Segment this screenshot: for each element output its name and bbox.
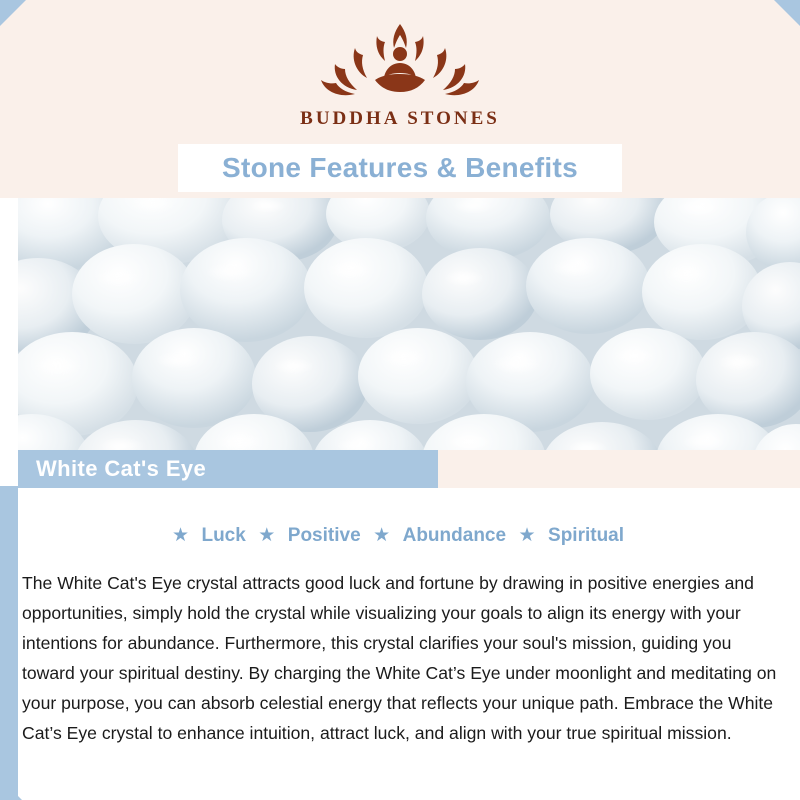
star-icon: ★ xyxy=(518,525,536,546)
page-title: Stone Features & Benefits xyxy=(221,152,579,183)
star-icon: ★ xyxy=(258,525,276,546)
description-text: The White Cat's Eye crystal attracts good luck and fortune by drawing in positive energies and opportunities, simply hold the crystal while visualizing your goals to align its energy with your intentions for abundance. Furthermore, this crystal clarifies your soul's mission, guiding you toward your spiritual destiny. By charging the White Cat’s Eye under moonlight and meditating on your purpose, you can absorb celestial energy that reflects your unique path. Embrace the White Cat’s Eye crystal to enhance intuition, attract luck, and align with your true spiritual mission. xyxy=(22,573,777,743)
keyword-abundance: Abundance xyxy=(402,524,507,546)
star-icon: ★ xyxy=(373,525,391,546)
white-cats-eye-stones-illustration xyxy=(18,198,800,486)
brand-logo xyxy=(0,18,800,130)
keyword-list xyxy=(0,524,800,547)
keyword-spiritual: Spiritual xyxy=(548,524,625,546)
stone-name: White Cat's Eye xyxy=(36,456,207,481)
section-title-bar xyxy=(178,144,622,192)
label-band-filler xyxy=(438,450,800,488)
corner-accent-bottom-left xyxy=(0,778,22,800)
lotus-meditation-figure-icon xyxy=(315,18,485,104)
star-icon: ★ xyxy=(171,525,190,546)
brand-name: BUDDHA STONES xyxy=(300,108,500,129)
stone-name-band xyxy=(18,450,438,488)
hero-image xyxy=(18,198,800,486)
keyword-positive: Positive xyxy=(287,524,361,546)
left-white-strip xyxy=(0,198,18,488)
keyword-luck: Luck xyxy=(201,524,246,546)
